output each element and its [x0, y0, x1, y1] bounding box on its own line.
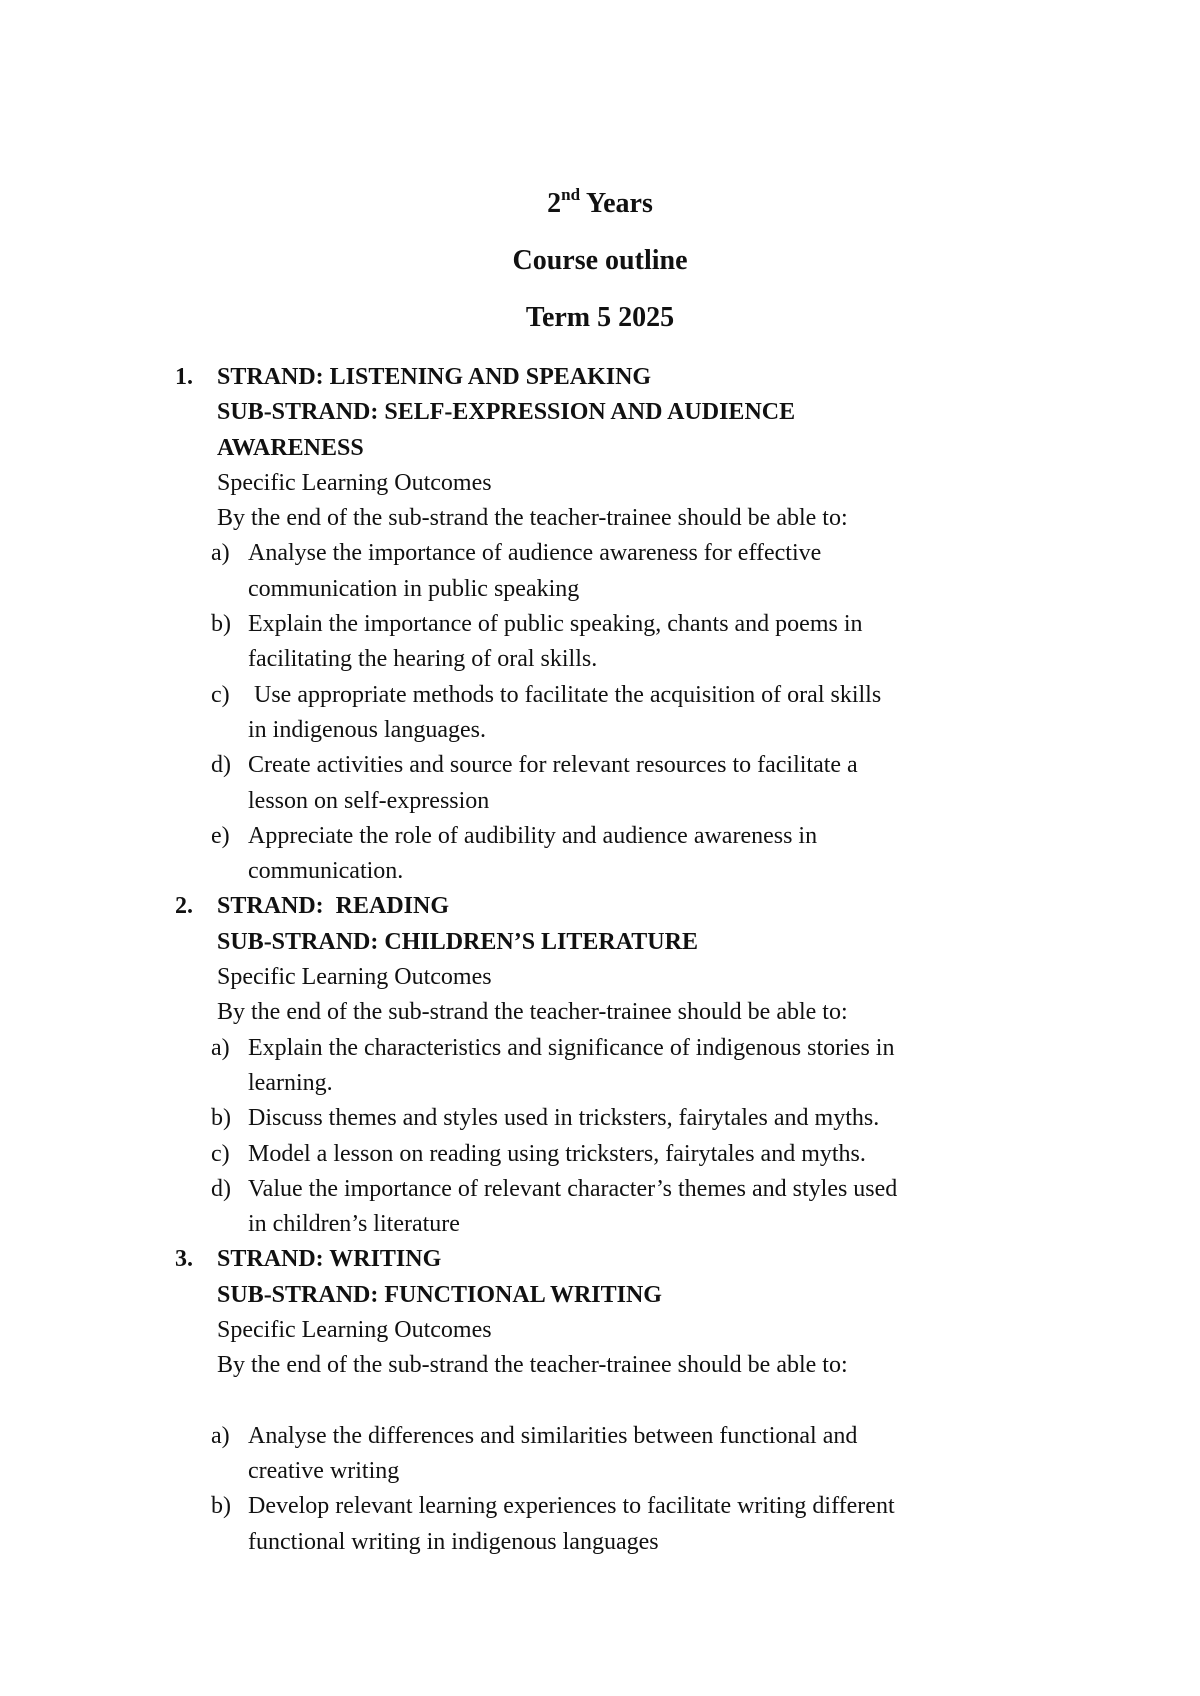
outcome-text-continued: in indigenous languages. — [248, 716, 486, 743]
blank-line — [217, 1384, 1075, 1419]
outcome-letter: e) — [211, 822, 230, 849]
outcomes-heading: Specific Learning Outcomes — [217, 1317, 492, 1344]
outcome-letter: a) — [211, 1034, 230, 1061]
outcome-item — [175, 1031, 1075, 1102]
strand-title: STRAND: WRITING — [217, 1246, 442, 1273]
outcome-list — [175, 1031, 1075, 1243]
outcome-text: Develop relevant learning experiences to facilitate writing different — [248, 1493, 895, 1520]
strand-title: STRAND: READING — [217, 893, 450, 920]
outcome-item — [175, 678, 1075, 749]
strand-reading — [175, 889, 1075, 1242]
strand-writing — [175, 1242, 1075, 1559]
outcome-letter: a) — [211, 1422, 230, 1449]
outcome-text-continued: facilitating the hearing of oral skills. — [248, 646, 598, 673]
outcomes-heading: Specific Learning Outcomes — [217, 469, 492, 496]
outcome-letter: b) — [211, 1105, 231, 1132]
outcome-letter: b) — [211, 611, 231, 638]
course-outline-title: Course outline — [512, 245, 688, 276]
outcome-letter: c) — [211, 1140, 230, 1167]
outcome-text-continued: communication. — [248, 858, 404, 885]
outcome-text-continued: creative writing — [248, 1457, 400, 1484]
outcome-text: Value the importance of relevant character’s themes and styles used — [248, 1175, 898, 1202]
strand-listening-speaking — [175, 360, 1075, 889]
outcome-letter: a) — [211, 540, 230, 567]
year-number: 2 — [547, 188, 562, 219]
outcome-list — [175, 536, 1075, 889]
outcome-letter: d) — [211, 1175, 231, 1202]
strand-title: STRAND: LISTENING AND SPEAKING — [217, 364, 652, 390]
outcome-text: Use appropriate methods to facilitate the acquisition of oral skills — [248, 681, 882, 708]
outcome-text-continued: learning. — [248, 1069, 333, 1096]
outcome-item — [175, 1137, 1075, 1172]
outcome-text: Explain the characteristics and significance of indigenous stories in — [248, 1034, 895, 1061]
outcome-letter: d) — [211, 752, 231, 779]
outcome-item — [175, 1419, 1075, 1490]
outcome-item — [175, 1172, 1075, 1243]
outcome-text: Discuss themes and styles used in tricksters, fairytales and myths. — [248, 1105, 880, 1132]
year-word: Years — [586, 188, 653, 219]
outcome-item — [175, 607, 1075, 678]
outcome-text: Model a lesson on reading using tricksters, fairytales and myths. — [248, 1140, 866, 1167]
year-title — [0, 185, 1200, 219]
sub-strand-title: SUB-STRAND: CHILDREN’S LITERATURE — [217, 928, 698, 955]
strand-number: 3. — [175, 1246, 193, 1273]
outcome-text-continued: functional writing in indigenous languages — [248, 1528, 659, 1555]
outcome-letter: c) — [211, 681, 230, 708]
outcome-item — [175, 748, 1075, 819]
strand-number: 2. — [175, 893, 193, 920]
term-title: Term 5 2025 — [525, 302, 675, 333]
outcome-text-continued: communication in public speaking — [248, 575, 580, 602]
outcome-text-continued: in children’s literature — [248, 1211, 460, 1238]
document-header — [0, 185, 1200, 361]
year-suffix: nd — [561, 185, 581, 204]
outcome-letter: b) — [211, 1493, 231, 1520]
sub-strand-title: SUB-STRAND: FUNCTIONAL WRITING — [217, 1281, 662, 1308]
outcome-text: Analyse the importance of audience awareness for effective — [248, 540, 822, 567]
outcome-text: Analyse the differences and similarities between functional and — [248, 1422, 858, 1449]
outcomes-intro: By the end of the sub-strand the teacher-trainee should be able to: — [217, 505, 848, 532]
outcome-text: Explain the importance of public speaking, chants and poems in — [248, 611, 863, 638]
outcome-list — [175, 1419, 1075, 1560]
outcome-item — [175, 536, 1075, 607]
strand-list — [175, 360, 1075, 1560]
strand-number: 1. — [175, 364, 193, 390]
outcome-item — [175, 1101, 1075, 1136]
sub-strand-title-continued: AWARENESS — [217, 434, 364, 461]
outcomes-intro: By the end of the sub-strand the teacher-trainee should be able to: — [217, 999, 848, 1026]
outcome-text: Appreciate the role of audibility and audience awareness in — [248, 822, 818, 849]
outcome-item — [175, 1489, 1075, 1560]
outcomes-intro: By the end of the sub-strand the teacher-trainee should be able to: — [217, 1352, 848, 1379]
outcome-item — [175, 819, 1075, 890]
outcome-text-continued: lesson on self-expression — [248, 787, 490, 814]
sub-strand-title: SUB-STRAND: SELF-EXPRESSION AND AUDIENCE — [217, 399, 796, 426]
outcome-text: Create activities and source for relevant resources to facilitate a — [248, 752, 858, 779]
outcomes-heading: Specific Learning Outcomes — [217, 964, 492, 991]
